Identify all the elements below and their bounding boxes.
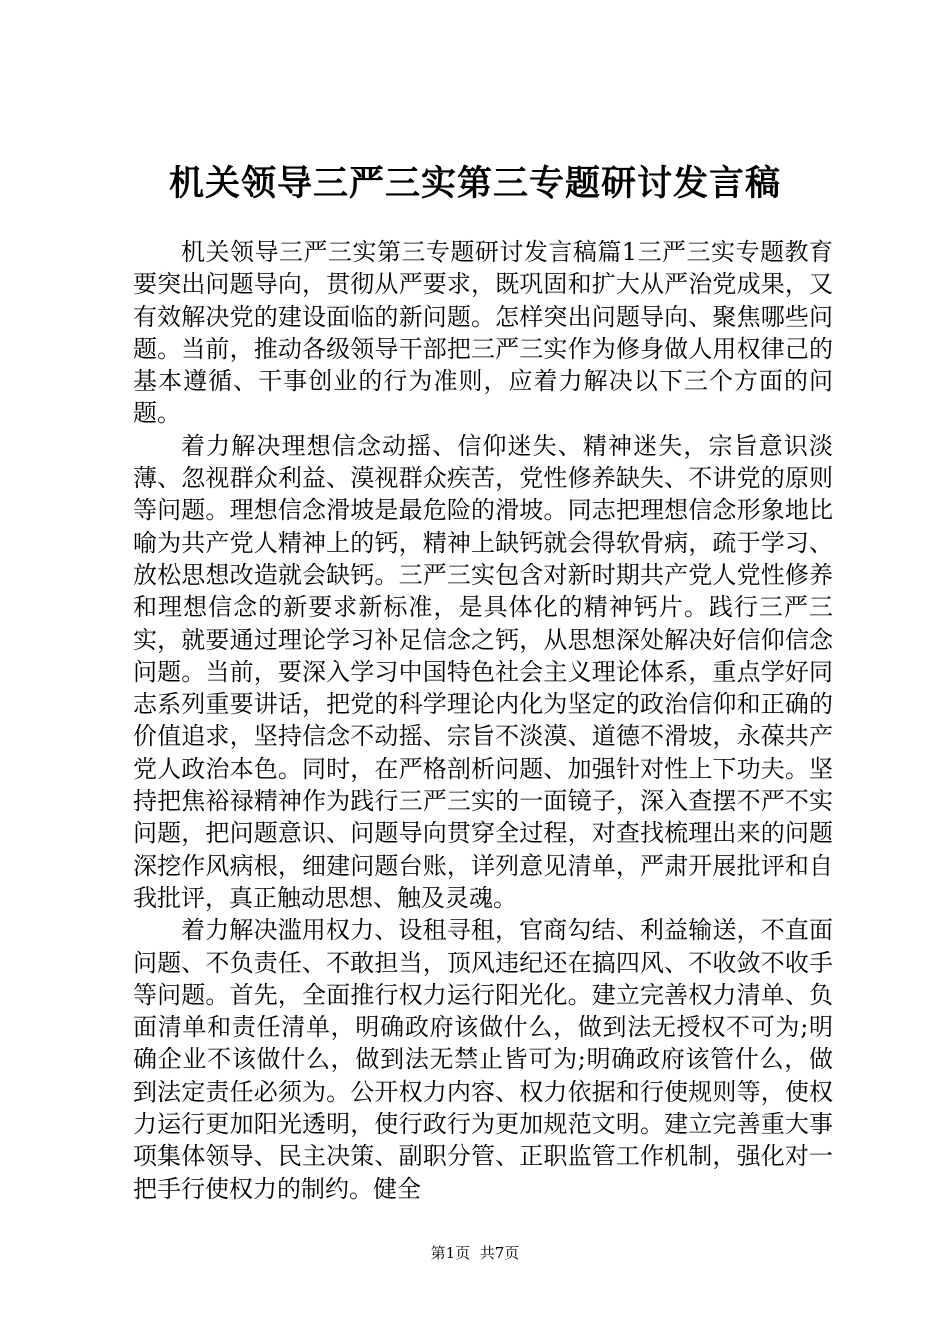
document-title: 机关领导三严三实第三专题研讨发言稿 — [168, 163, 781, 204]
paragraph-3: 着力解决滥用权力、设租寻租，官商勾结、利益输送，不直面问题、不负责任、不敢担当，顶风违纪还在搞四风、不收敛不收手等问题。首先，全面推行权力运行阳光化。建立完善权力清单、负面清单和责任清单，明确政府该做什么，做到法无授权不可为;明确企业不该做什么，做到法无禁止皆可为;明确政府该管什么，做到法定责任必须为。公开权力内容、权力依据和行使规则等，使权力运行更加阳光透明，使行政行为更加规范文明。建立完善重大事项集体领导、民主决策、副职分管、正职监管工作机制，强化对一把手行使权力的制约。健全 — [133, 916, 833, 1203]
document-body — [133, 236, 833, 1205]
page-footer — [0, 1242, 950, 1264]
page-total: 共7页 — [479, 1244, 520, 1262]
paragraph-2: 着力解决理想信念动摇、信仰迷失、精神迷失，宗旨意识淡薄、忽视群众利益、漠视群众疾苦，党性修养缺失、不讲党的原则等问题。理想信念滑坡是最危险的滑坡。同志把理想信念形象地比喻为共产党人精神上的钙，精神上缺钙就会得软骨病，疏于学习、放松思想改造就会缺钙。三严三实包含对新时期共产党人党性修养和理想信念的新要求新标准，是具体化的精神钙片。践行三严三实，就要通过理论学习补足信念之钙，从思想深处解决好信仰信念问题。当前，要深入学习中国特色社会主义理论体系，重点学好同志系列重要讲话，把党的科学理论内化为坚定的政治信仰和正确的价值追求，坚持信念不动摇、宗旨不淡漠、道德不滑坡，永葆共产党人政治本色。同时，在严格剖析问题、加强针对性上下功夫。坚持把焦裕禄精神作为践行三严三实的一面镜子，深入查摆不严不实问题，把问题意识、问题导向贯穿全过程，对查找梳理出来的问题深挖作风病根，细建问题台账，详列意见清单，严肃开展批评和自我批评，真正触动思想、触及灵魂。 — [133, 431, 833, 912]
paragraph-1: 机关领导三严三实第三专题研讨发言稿篇1三严三实专题教育要突出问题导向，贯彻从严要求，既巩固和扩大从严治党成果，又有效解决党的建设面临的新问题。怎样突出问题导向、聚焦哪些问题。当前，推动各级领导干部把三严三实作为修身做人用权律己的基本遵循、干事创业的行为准则，应着力解决以下三个方面的问题。 — [133, 238, 833, 428]
page-number: 第1页 — [430, 1244, 471, 1262]
